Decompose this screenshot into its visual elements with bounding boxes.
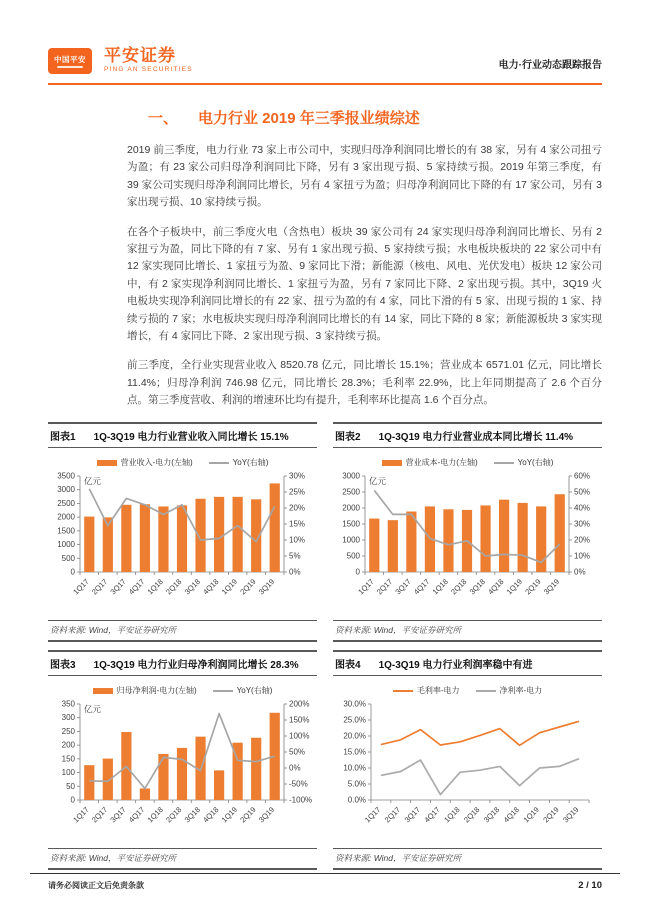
brand-name-en: PING AN SECURITIES bbox=[104, 66, 193, 73]
svg-text:1Q17: 1Q17 bbox=[71, 576, 91, 597]
figure-cost bbox=[333, 422, 602, 642]
legend-item: 营业成本-电力(左轴) bbox=[382, 457, 478, 468]
svg-text:1Q19: 1Q19 bbox=[504, 576, 525, 597]
svg-text:500: 500 bbox=[346, 551, 360, 561]
figure-source: 资料来源: Wind，平安证券研究所 bbox=[48, 848, 317, 870]
legend-line-swatch bbox=[393, 690, 413, 692]
svg-text:200%: 200% bbox=[289, 699, 310, 709]
svg-text:0%: 0% bbox=[574, 567, 586, 577]
figure-title: 1Q-3Q19 电力行业归母净利润同比增长 28.3% bbox=[93, 659, 299, 671]
figure-header bbox=[333, 650, 602, 676]
svg-text:150: 150 bbox=[61, 754, 75, 764]
legend-item: 归母净利润-电力(左轴) bbox=[93, 685, 197, 696]
svg-text:3500: 3500 bbox=[57, 471, 75, 481]
svg-text:2Q17: 2Q17 bbox=[382, 804, 403, 825]
figure-title: 1Q-3Q19 电力行业营业收入同比增长 15.1% bbox=[93, 431, 289, 443]
svg-text:350: 350 bbox=[61, 699, 75, 709]
svg-text:50%: 50% bbox=[289, 747, 306, 757]
legend-item: 净利率-电力 bbox=[476, 685, 543, 696]
chart-legend bbox=[333, 685, 602, 697]
svg-text:3Q18: 3Q18 bbox=[182, 576, 202, 597]
svg-text:2Q18: 2Q18 bbox=[164, 576, 184, 597]
svg-text:20.0%: 20.0% bbox=[343, 731, 366, 741]
figure-source: 资料来源: Wind，平安证券研究所 bbox=[48, 620, 317, 642]
svg-text:2Q17: 2Q17 bbox=[89, 804, 110, 825]
svg-text:300: 300 bbox=[61, 712, 75, 722]
svg-text:3Q17: 3Q17 bbox=[108, 804, 128, 825]
report-type-label: 电力·行业动态跟踪报告 bbox=[498, 60, 602, 71]
svg-text:2000: 2000 bbox=[342, 503, 360, 513]
legend-item: 营业收入-电力(左轴) bbox=[97, 457, 193, 468]
svg-text:2Q18: 2Q18 bbox=[449, 576, 469, 597]
figure-header bbox=[333, 422, 602, 448]
svg-text:30.0%: 30.0% bbox=[343, 699, 366, 709]
svg-text:2Q17: 2Q17 bbox=[374, 576, 395, 597]
svg-text:2500: 2500 bbox=[342, 487, 360, 497]
page-header bbox=[48, 46, 602, 74]
cost-bar-line-chart bbox=[333, 470, 601, 618]
brand-name-cn: 平安证券 bbox=[104, 46, 176, 65]
svg-text:2Q19: 2Q19 bbox=[523, 576, 543, 597]
svg-text:1Q17: 1Q17 bbox=[362, 804, 383, 825]
svg-text:2000: 2000 bbox=[57, 512, 75, 522]
svg-text:50%: 50% bbox=[574, 487, 591, 497]
svg-text:3Q19: 3Q19 bbox=[541, 576, 562, 597]
svg-text:1Q19: 1Q19 bbox=[219, 576, 240, 597]
section-title-text: 电力行业 2019 年三季报业绩综述 bbox=[198, 110, 420, 127]
svg-text:3Q19: 3Q19 bbox=[561, 804, 581, 825]
svg-text:1Q18: 1Q18 bbox=[145, 804, 165, 825]
svg-text:3Q18: 3Q18 bbox=[182, 804, 202, 825]
svg-text:3000: 3000 bbox=[57, 484, 75, 494]
body-paragraph: 在各个子板块中，前三季度火电（含热电）板块 39 家公司有 24 家实现归母净利润同比增长、另有 2 家扭亏为盈，同比下降的有 7 家、另有 1 家出现亏损、5 家持续亏损；水电板块板块的 22 家公司中有 12 家实现同比增长、1 家扭亏为盈、9 家同比下滑；新能源（核电、风电、光伏发电）板块 12 家公司中，有 2 家实现净利润同比增长、1 家扭亏为盈，另有 7 家同比下降、2 家出现亏损。其中，3Q19 火电板块实现净利润同比增长的有 22 家、扭亏为盈的有 4 家，同比下滑的有 5 家、出现亏损的 1 家、持续亏损的 7 家；水电板块实现归母净利润同比增长的有 14 家，同比下降的 8 家；新能源板块 3 家实现增长，有 4 家同比下降、2 家出现亏损、3 家持续亏损。 bbox=[127, 225, 602, 343]
svg-text:2Q17: 2Q17 bbox=[89, 576, 110, 597]
figure-source: 资料来源: Wind，平安证券研究所 bbox=[333, 848, 602, 870]
header-divider bbox=[48, 83, 602, 85]
svg-text:4Q18: 4Q18 bbox=[201, 576, 221, 597]
svg-text:4Q18: 4Q18 bbox=[201, 804, 221, 825]
legend-bar-swatch bbox=[93, 688, 113, 694]
svg-text:50: 50 bbox=[66, 781, 75, 791]
svg-text:亿元: 亿元 bbox=[84, 475, 102, 486]
chart-legend bbox=[48, 457, 317, 469]
legend-bar-swatch bbox=[97, 460, 117, 466]
logo-badge-underline bbox=[57, 66, 83, 68]
legend-item: YoY(右轴) bbox=[213, 685, 273, 696]
svg-text:5%: 5% bbox=[289, 551, 301, 561]
svg-text:3Q17: 3Q17 bbox=[108, 576, 128, 597]
svg-text:100: 100 bbox=[61, 767, 75, 777]
svg-text:10%: 10% bbox=[574, 551, 591, 561]
svg-text:500: 500 bbox=[61, 553, 75, 563]
svg-text:0.0%: 0.0% bbox=[347, 795, 366, 805]
body-paragraph: 前三季度，全行业实现营业收入 8520.78 亿元，同比增长 15.1%；营业成本 6571.01 亿元，同比增长 11.4%；归母净利润 746.98 亿元，同比增长 28.3%；毛利率 22.9%，比上年同期提高了 2.6 个百分点。第三季度营收、利润的增速环比均有提升，毛利率环比提高 1.6 个百分点。 bbox=[127, 359, 602, 407]
figure-revenue bbox=[48, 422, 317, 642]
svg-text:250: 250 bbox=[61, 726, 75, 736]
figure-header bbox=[48, 422, 317, 448]
section-title bbox=[148, 107, 602, 128]
page-footer bbox=[30, 873, 620, 891]
svg-text:2Q19: 2Q19 bbox=[541, 804, 561, 825]
svg-text:0: 0 bbox=[70, 567, 75, 577]
svg-text:15%: 15% bbox=[289, 519, 306, 529]
logo-badge-text: 中国平安 bbox=[54, 54, 86, 64]
margin-line-chart bbox=[333, 698, 601, 846]
svg-text:3Q17: 3Q17 bbox=[393, 576, 413, 597]
figure-label: 图表4 bbox=[335, 659, 361, 671]
svg-text:2Q18: 2Q18 bbox=[462, 804, 482, 825]
svg-text:0: 0 bbox=[70, 795, 75, 805]
svg-text:4Q17: 4Q17 bbox=[422, 804, 442, 825]
svg-text:-50%: -50% bbox=[289, 779, 308, 789]
svg-text:25.0%: 25.0% bbox=[343, 715, 366, 725]
svg-text:亿元: 亿元 bbox=[369, 475, 387, 486]
svg-text:2Q18: 2Q18 bbox=[164, 804, 184, 825]
svg-text:2Q19: 2Q19 bbox=[238, 804, 258, 825]
chart-legend bbox=[333, 457, 602, 469]
svg-text:20%: 20% bbox=[289, 503, 306, 513]
figure-label: 图表2 bbox=[335, 431, 361, 443]
pingan-logo-badge bbox=[48, 48, 92, 74]
svg-text:4Q17: 4Q17 bbox=[126, 804, 147, 825]
svg-text:25%: 25% bbox=[289, 487, 306, 497]
page-number: 2 / 10 bbox=[578, 880, 602, 891]
svg-text:1500: 1500 bbox=[57, 526, 75, 536]
figure-title: 1Q-3Q19 电力行业利润率稳中有进 bbox=[378, 659, 533, 671]
svg-text:4Q17: 4Q17 bbox=[411, 576, 432, 597]
svg-text:10.0%: 10.0% bbox=[343, 763, 366, 773]
legend-bar-swatch bbox=[382, 460, 402, 466]
figure-header bbox=[48, 650, 317, 676]
svg-text:5.0%: 5.0% bbox=[347, 779, 366, 789]
svg-text:1000: 1000 bbox=[342, 535, 360, 545]
svg-text:3000: 3000 bbox=[342, 471, 360, 481]
svg-text:1500: 1500 bbox=[342, 519, 360, 529]
svg-text:0%: 0% bbox=[289, 567, 301, 577]
figure-label: 图表1 bbox=[50, 431, 76, 443]
revenue-bar-line-chart bbox=[48, 470, 316, 618]
svg-text:40%: 40% bbox=[574, 503, 591, 513]
svg-text:3Q18: 3Q18 bbox=[481, 804, 502, 825]
svg-text:30%: 30% bbox=[289, 471, 306, 481]
svg-text:20%: 20% bbox=[574, 535, 591, 545]
svg-text:30%: 30% bbox=[574, 519, 591, 529]
svg-text:1000: 1000 bbox=[57, 539, 75, 549]
svg-text:1Q18: 1Q18 bbox=[145, 576, 165, 597]
svg-text:0%: 0% bbox=[289, 763, 301, 773]
figure-source: 资料来源: Wind，平安证券研究所 bbox=[333, 620, 602, 642]
svg-text:3Q19: 3Q19 bbox=[256, 576, 277, 597]
svg-text:60%: 60% bbox=[574, 471, 591, 481]
svg-text:100%: 100% bbox=[289, 731, 310, 741]
legend-item: 毛利率-电力 bbox=[393, 685, 460, 696]
section-number: 一、 bbox=[148, 110, 179, 127]
figure-net-profit bbox=[48, 650, 317, 870]
svg-text:4Q18: 4Q18 bbox=[486, 576, 506, 597]
figures-grid bbox=[48, 422, 602, 870]
svg-text:1Q17: 1Q17 bbox=[71, 804, 91, 825]
legend-line-swatch bbox=[209, 462, 229, 464]
svg-text:3Q19: 3Q19 bbox=[256, 804, 277, 825]
figure-label: 图表3 bbox=[50, 659, 76, 671]
figure-title: 1Q-3Q19 电力行业营业成本同比增长 11.4% bbox=[378, 431, 574, 443]
svg-text:200: 200 bbox=[61, 740, 75, 750]
svg-text:4Q18: 4Q18 bbox=[501, 804, 522, 825]
legend-line-swatch bbox=[494, 462, 514, 464]
svg-text:10%: 10% bbox=[289, 535, 306, 545]
svg-text:1Q17: 1Q17 bbox=[356, 576, 376, 597]
footer-disclaimer: 请务必阅读正文后免责条款 bbox=[48, 881, 144, 890]
svg-text:2Q19: 2Q19 bbox=[238, 576, 258, 597]
svg-text:3Q17: 3Q17 bbox=[402, 804, 422, 825]
figure-margin bbox=[333, 650, 602, 870]
chart-legend bbox=[48, 685, 317, 697]
net-profit-bar-line-chart bbox=[48, 698, 316, 846]
svg-text:亿元: 亿元 bbox=[84, 703, 102, 714]
legend-item: YoY(右轴) bbox=[494, 457, 554, 468]
svg-text:1Q18: 1Q18 bbox=[430, 576, 450, 597]
svg-text:-100%: -100% bbox=[289, 795, 313, 805]
svg-text:0: 0 bbox=[355, 567, 360, 577]
svg-text:3Q18: 3Q18 bbox=[467, 576, 487, 597]
legend-line-swatch bbox=[213, 690, 233, 692]
svg-text:15.0%: 15.0% bbox=[343, 747, 366, 757]
svg-text:1Q18: 1Q18 bbox=[442, 804, 462, 825]
svg-text:1Q19: 1Q19 bbox=[521, 804, 541, 825]
svg-text:4Q17: 4Q17 bbox=[126, 576, 147, 597]
legend-line-swatch bbox=[476, 690, 496, 692]
svg-text:150%: 150% bbox=[289, 715, 310, 725]
body-paragraph: 2019 前三季度，电力行业 73 家上市公司中，实现归母净利润同比增长的有 38 家，另有 4 家公司扭亏为盈；有 23 家公司归母净利润同比下降，另有 3 家出现亏损、5 家持续亏损。2019 年第三季度，有 39 家公司实现归母净利润同比增长，另有 4 家扭亏为盈；归母净利润同比下降的有 17 家公司，另有 3 家出现亏损、10 家持续亏损。 bbox=[127, 144, 602, 209]
legend-item: YoY(右轴) bbox=[209, 457, 269, 468]
svg-text:1Q19: 1Q19 bbox=[219, 804, 240, 825]
svg-text:2500: 2500 bbox=[57, 498, 75, 508]
